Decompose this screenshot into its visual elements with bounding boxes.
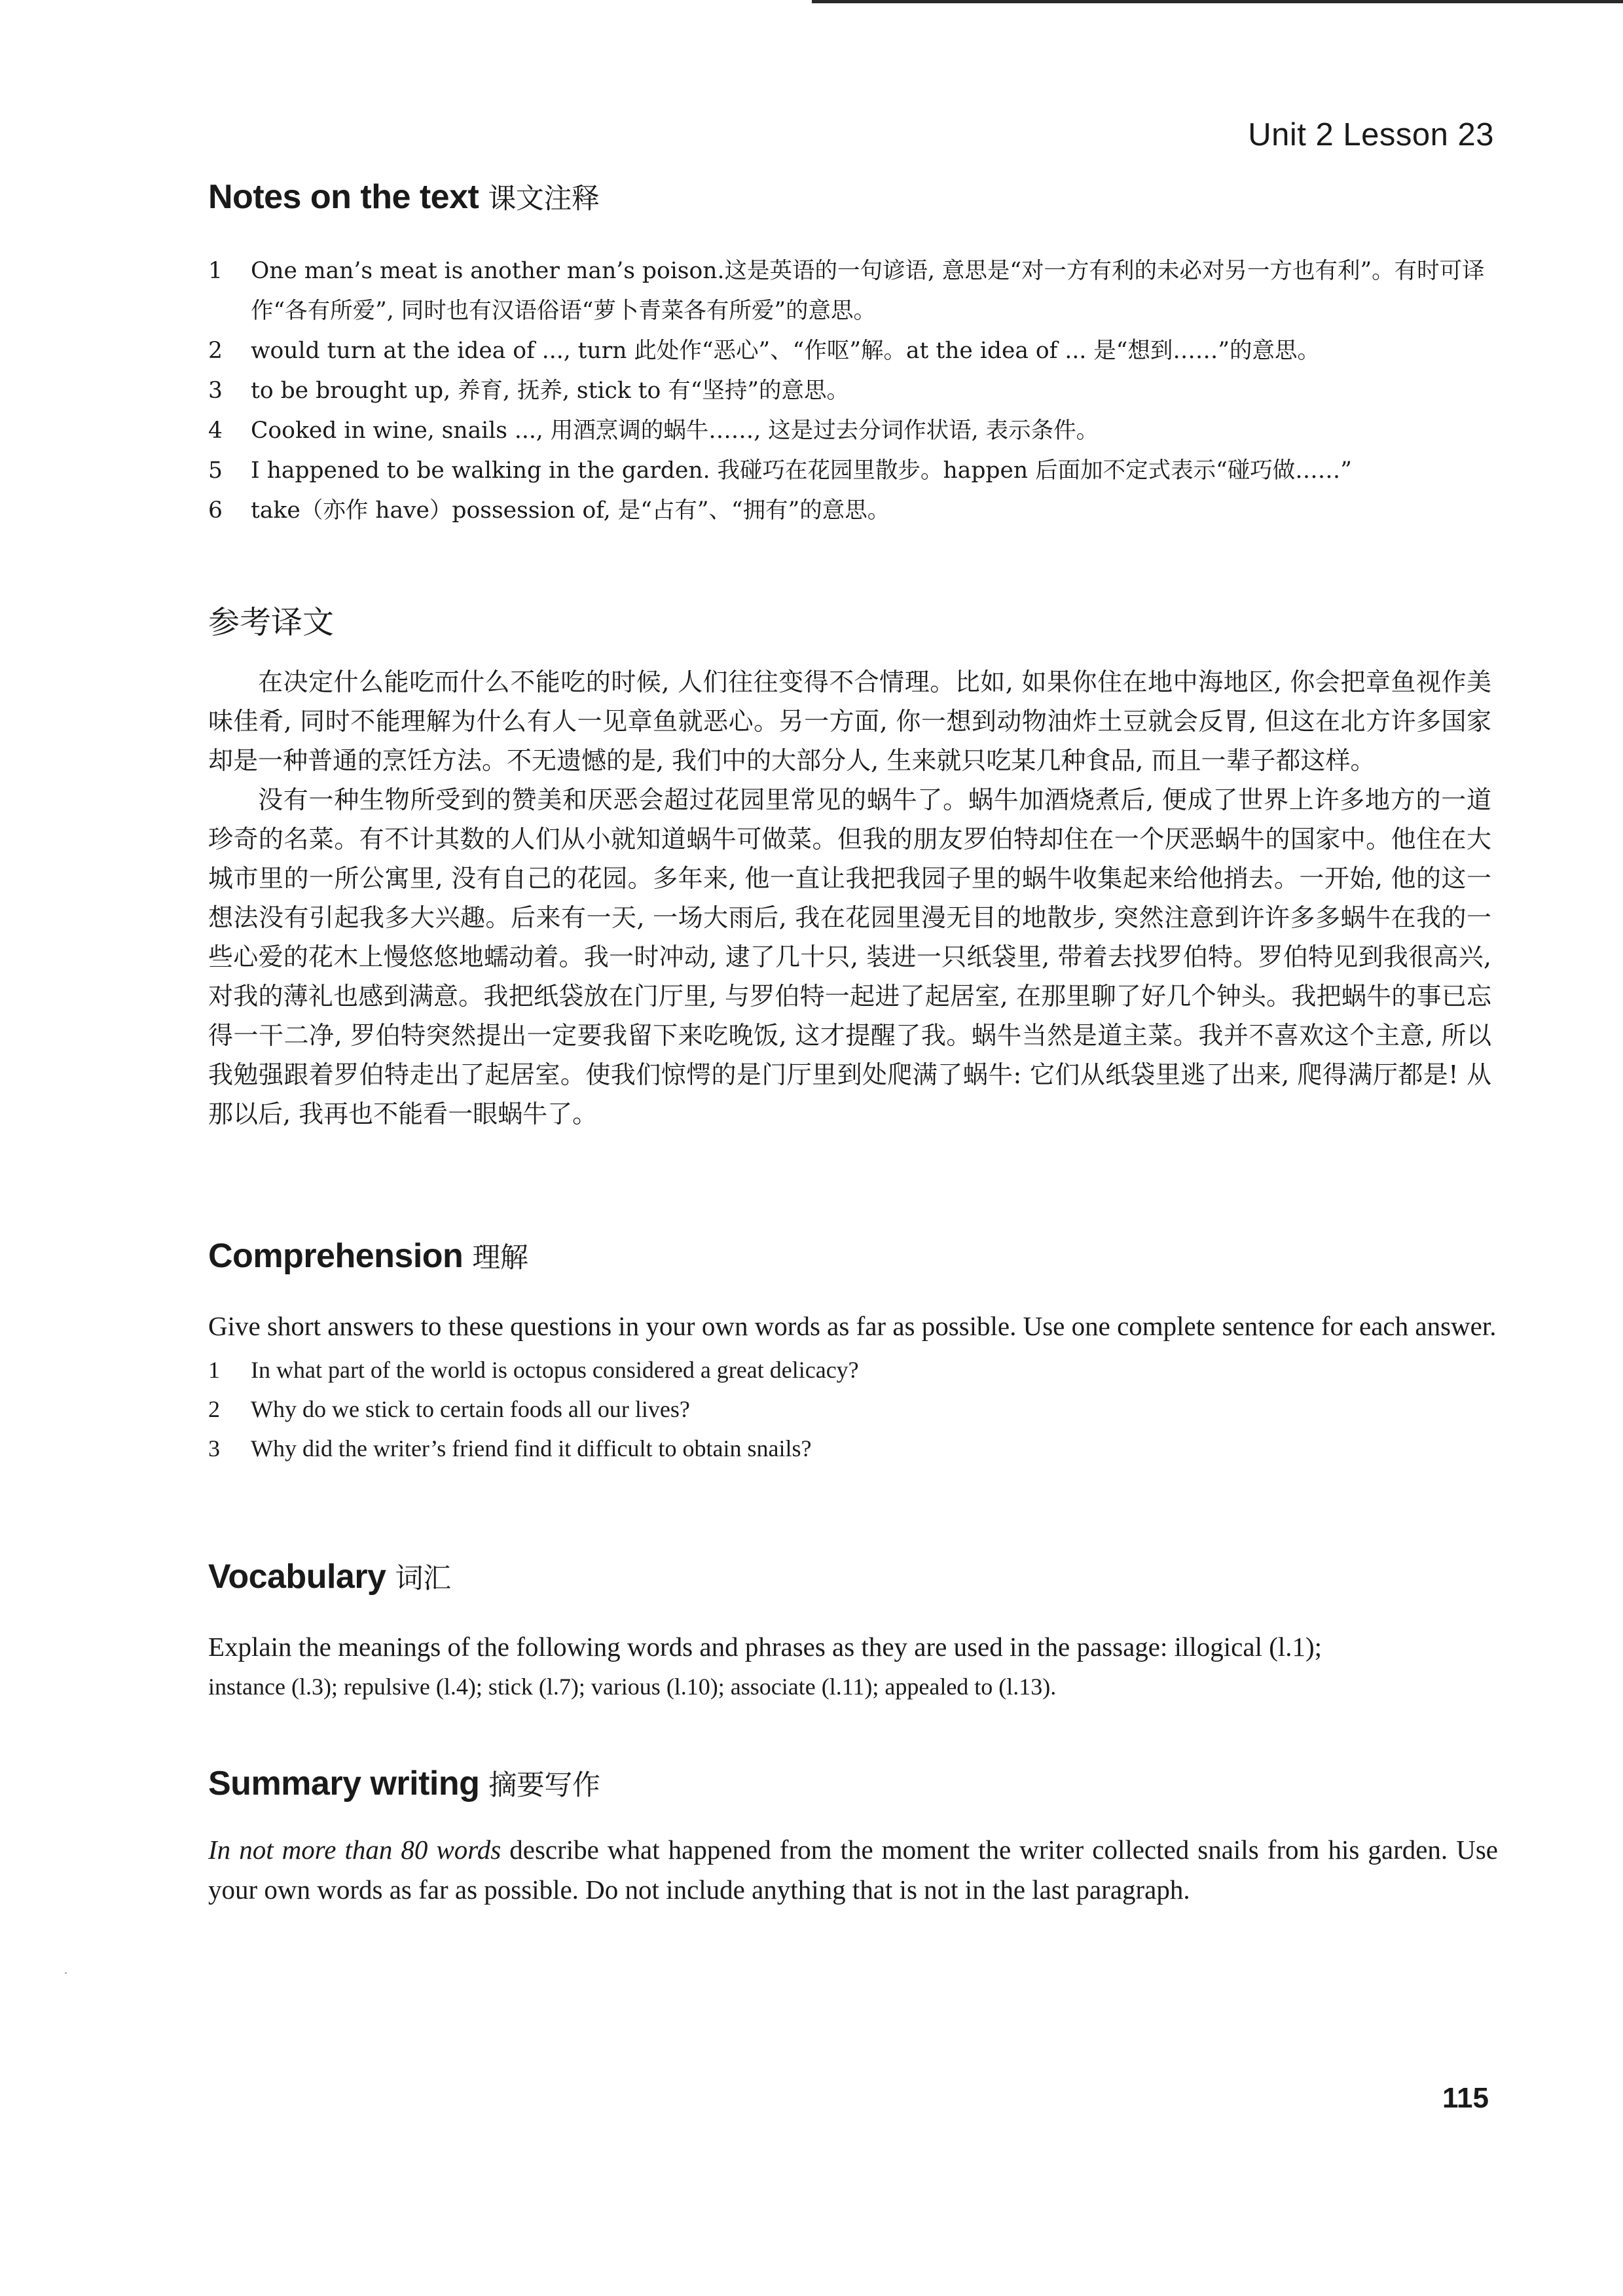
translation-heading: 参考译文 [208, 604, 335, 641]
question-item [208, 1390, 1498, 1429]
summary-heading-container [208, 1763, 1498, 1803]
vocabulary-line-1: Explain the meanings of the following words and phrases as they are used in the passage: illogical (l.1); [208, 1632, 1322, 1662]
note-text: would turn at the idea of ..., turn 此处作“恶心”、“作呕”解。at the idea of ... 是“想到……”的意思。 [251, 338, 1321, 364]
page-number: 115 [1442, 2082, 1489, 2114]
notes-list-container [208, 251, 1498, 531]
comprehension-heading-container [208, 1236, 1498, 1276]
question-text: Why do we stick to certain foods all our lives? [251, 1396, 690, 1422]
notes-section [208, 177, 1498, 217]
note-item [208, 251, 1498, 331]
comprehension-title-zh: 理解 [472, 1242, 528, 1274]
comprehension-questions [208, 1350, 1498, 1468]
note-item [208, 451, 1498, 491]
translation-body [208, 662, 1491, 1134]
note-number: 3 [208, 378, 223, 404]
note-number: 4 [208, 418, 223, 444]
note-text: Cooked in wine, snails ..., 用酒烹调的蜗牛……, 这是过去分词作状语, 表示条件。 [251, 418, 1099, 444]
comprehension-title: Comprehension [208, 1237, 464, 1275]
question-item [208, 1350, 1498, 1390]
comprehension-instruction: Give short answers to these questions in your own words as far as possible. Use one complete sentence for each answer. [208, 1311, 1497, 1341]
top-rule [812, 0, 1623, 3]
note-item [208, 411, 1498, 451]
note-text: to be brought up, 养育, 抚养, stick to 有“坚持”的意思。 [251, 378, 850, 404]
note-text: One man’s meat is another man’s poison.这是英语的一句谚语, 意思是“对一方有利的未必对另一方也有利”。有时可译作“各有所爱”, 同时也有汉语俗语“萝卜青菜各有所爱”的意思。 [251, 258, 1485, 324]
note-number: 5 [208, 457, 223, 484]
vocabulary-line-2: instance (l.3); repulsive (l.4); stick (l.7); various (l.10); associate (l.11); appealed to (l.13). [208, 1674, 1057, 1700]
note-number: 6 [208, 497, 223, 524]
note-number: 1 [208, 258, 223, 284]
translation-heading-container [208, 597, 1498, 642]
translation-paragraph: 没有一种生物所受到的赞美和厌恶会超过花园里常见的蜗牛了。蜗牛加酒烧煮后, 便成了世界上许多地方的一道珍奇的名菜。有不计其数的人们从小就知道蜗牛可做菜。但我的朋友罗伯特却住在一个厌恶蜗牛的国家中。他住在大城市里的一所公寓里, 没有自己的花园。多年来, 他一直让我把我园子里的蜗牛收集起来给他捎去。一开始, 他的这一想法没有引起我多大兴趣。后来有一天, 一场大雨后, 我在花园里漫无目的地散步, 突然注意到许许多多蜗牛在我的一些心爱的花木上慢悠悠地蠕动着。我一时冲动, 逮了几十只, 装进一只纸袋里, 带着去找罗伯特。罗伯特见到我很高兴, 对我的薄礼也感到满意。我把纸袋放在门厅里, 与罗伯特一起进了起居室, 在那里聊了好几个钟头。我把蜗牛的事已忘得一干二净, 罗伯特突然提出一定要我留下来吃晚饭, 这才提醒了我。蜗牛当然是道主菜。我并不喜欢这个主意, 所以我勉强跟着罗伯特走出了起居室。使我们惊愕的是门厅里到处爬满了蜗牛: 它们从纸袋里逃了出来, 爬得满厅都是! 从那以后, 我再也不能看一眼蜗牛了。 [208, 785, 1491, 1128]
vocabulary-heading [208, 1556, 1498, 1596]
vocabulary-heading-container [208, 1556, 1498, 1596]
vocabulary-body [208, 1627, 1498, 1706]
summary-title-zh: 摘要写作 [488, 1769, 600, 1802]
summary-body [208, 1830, 1498, 1910]
note-item [208, 331, 1498, 371]
notes-title-zh: 课文注释 [488, 183, 600, 215]
comprehension-body [208, 1306, 1498, 1468]
question-item [208, 1429, 1498, 1468]
note-item [208, 491, 1498, 531]
question-text: Why did the writer’s friend find it difficult to obtain snails? [251, 1435, 812, 1462]
summary-heading [208, 1763, 1498, 1803]
note-text: take（亦作 have）possession of, 是“占有”、“拥有”的意思。 [251, 497, 890, 524]
summary-rest: describe what happened from the moment the writer collected snails from his garden. Use your own words as far as possible. Do not include anything that is not in the last paragraph. [208, 1835, 1498, 1905]
notes-list [208, 251, 1498, 531]
vocabulary-title: Vocabulary [208, 1558, 386, 1596]
question-number: 3 [208, 1435, 220, 1462]
vocabulary-title-zh: 词汇 [395, 1562, 451, 1595]
notes-title: Notes on the text [208, 178, 479, 216]
notes-heading [208, 177, 1498, 217]
question-number: 2 [208, 1396, 220, 1422]
question-text: In what part of the world is octopus considered a great delicacy? [251, 1357, 859, 1383]
note-item [208, 371, 1498, 411]
scan-speck [65, 1972, 67, 1974]
summary-instruction [208, 1830, 1498, 1910]
summary-lead-italic: In not more than 80 words [208, 1835, 501, 1865]
summary-title: Summary writing [208, 1765, 480, 1803]
note-number: 2 [208, 338, 223, 364]
note-text: I happened to be walking in the garden. 我碰巧在花园里散步。happen 后面加不定式表示“碰巧做……” [251, 457, 1352, 484]
question-number: 1 [208, 1357, 220, 1383]
comprehension-heading [208, 1236, 1498, 1276]
translation-paragraph: 在决定什么能吃而什么不能吃的时候, 人们往往变得不合情理。比如, 如果你住在地中海地区, 你会把章鱼视作美味佳肴, 同时不能理解为什么有人一见章鱼就恶心。另一方面, 你一想到动物油炸土豆就会反胃, 但这在北方许多国家却是一种普通的烹饪方法。不无遗憾的是, 我们中的大部分人, 生来就只吃某几种食品, 而且一辈子都这样。 [208, 668, 1491, 775]
unit-lesson-header: Unit 2 Lesson 23 [1248, 117, 1494, 152]
